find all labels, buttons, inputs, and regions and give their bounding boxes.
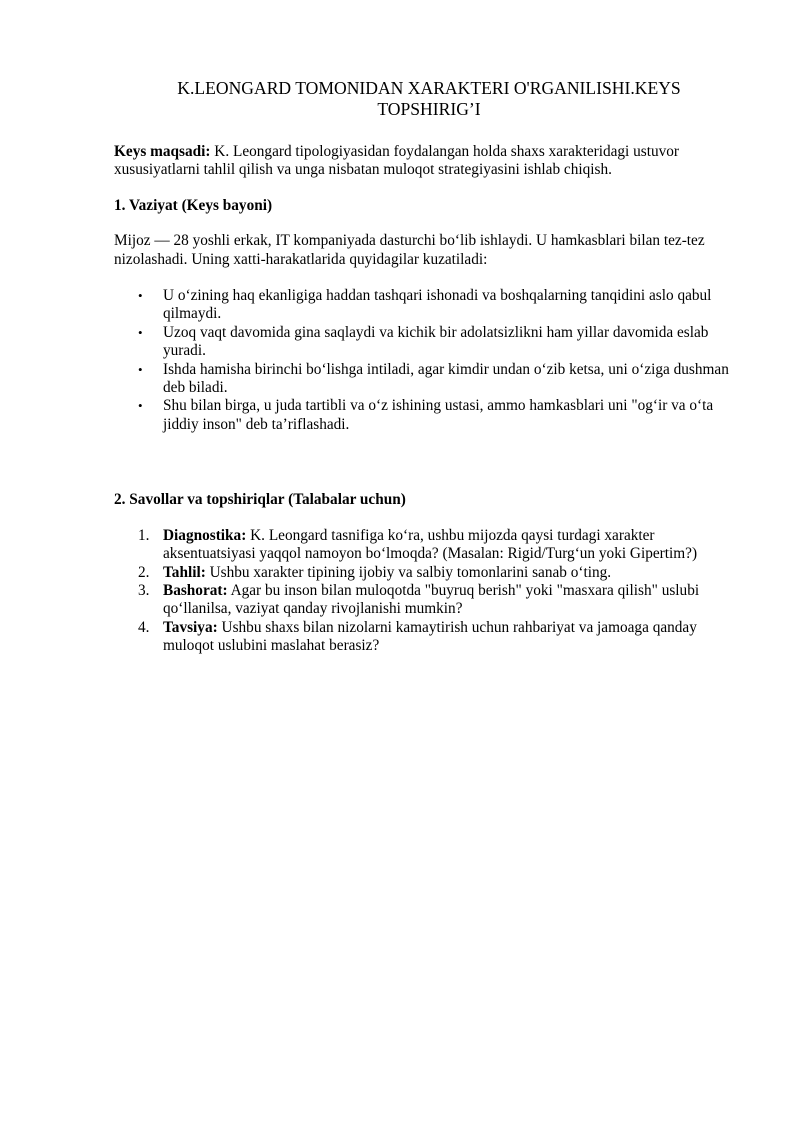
question-text: K. Leongard tasnifiga ko‘ra, ushbu mijozda qaysi turdagi xarakter aksentuatsiyasi yaqqol namoyon bo‘lmoqda? (Masalan: Rigid/Turg‘un yoki Gipertim?): [163, 526, 698, 563]
situation-bullet-list: [114, 287, 744, 434]
title-line-2: TOPSHIRIG’I: [377, 99, 481, 119]
bullet-item: [138, 287, 744, 324]
document-page: [114, 78, 744, 656]
bullet-text: Uzoq vaqt davomida gina saqlaydi va kichik bir adolatsizlikni ham yillar davomida eslab yuradi.: [163, 323, 709, 360]
section-2-heading: 2. Savollar va topshiriqlar (Talabalar uchun): [114, 491, 406, 509]
question-number: 1.: [138, 526, 150, 544]
question-number: 4.: [138, 618, 150, 636]
case-goal-label: Keys maqsadi:: [114, 143, 211, 160]
bullet-text: Shu bilan birga, u juda tartibli va o‘z ishining ustasi, ammo hamkasblari uni "og‘ir va o‘ta jiddiy inson" deb ta’riflashadi.: [163, 397, 714, 433]
section-1-intro: Mijoz — 28 yoshli erkak, IT kompaniyada dasturchi bo‘lib ishlaydi. U hamkasblari bilan tez-tez nizolashadi. Uning xatti-harakatlarida quyidagilar kuzatiladi:: [114, 232, 705, 268]
questions-list: [114, 527, 744, 656]
question-label: Diagnostika:: [163, 526, 247, 544]
bullet-item: [138, 397, 744, 434]
case-goal-text: K. Leongard tipologiyasidan foydalangan holda shaxs xarakteridagi ustuvor xususiyatlarni tahlil qilish va unga nisbatan muloqot strategiyasini ishlab chiqish.: [114, 143, 680, 179]
case-goal-paragraph: [114, 143, 744, 180]
bullet-text: Ishda hamisha birinchi bo‘lishga intiladi, agar kimdir undan o‘zib ketsa, uni o‘ziga dushman deb biladi.: [163, 360, 729, 397]
document-title: [114, 78, 744, 120]
question-number: 2.: [138, 563, 150, 581]
question-item: [138, 581, 744, 619]
bullet-icon: •: [138, 361, 143, 377]
bullet-icon: •: [138, 398, 143, 414]
question-text: Agar bu inson bilan muloqotda "buyruq berish" yoki "masxara qilish" uslubi qo‘llanilsa, vaziyat qanday rivojlanishi mumkin?: [163, 581, 700, 618]
question-item: [138, 526, 744, 564]
title-line-1: K.LEONGARD TOMONIDAN XARAKTERI O'RGANILISHI.KEYS: [177, 78, 681, 98]
bullet-icon: •: [138, 324, 143, 340]
question-label: Bashorat:: [163, 581, 228, 599]
question-item: [138, 618, 744, 656]
question-item: [138, 563, 744, 582]
question-text: Ushbu shaxs bilan nizolarni kamaytirish uchun rahbariyat va jamoaga qanday muloqot uslubini maslahat berasiz?: [163, 618, 697, 655]
question-number: 3.: [138, 581, 150, 599]
question-label: Tavsiya:: [163, 618, 218, 636]
question-text: Ushbu xarakter tipining ijobiy va salbiy tomonlarini sanab o‘ting.: [205, 563, 612, 581]
bullet-item: [138, 360, 744, 398]
section-1-heading: 1. Vaziyat (Keys bayoni): [114, 196, 273, 214]
bullet-text: U o‘zining haq ekanligiga haddan tashqari ishonadi va boshqalarning tanqidini aslo qabul qilmaydi.: [163, 287, 712, 323]
bullet-icon: •: [138, 288, 143, 304]
question-label: Tahlil:: [163, 563, 206, 581]
bullet-item: [138, 323, 744, 361]
